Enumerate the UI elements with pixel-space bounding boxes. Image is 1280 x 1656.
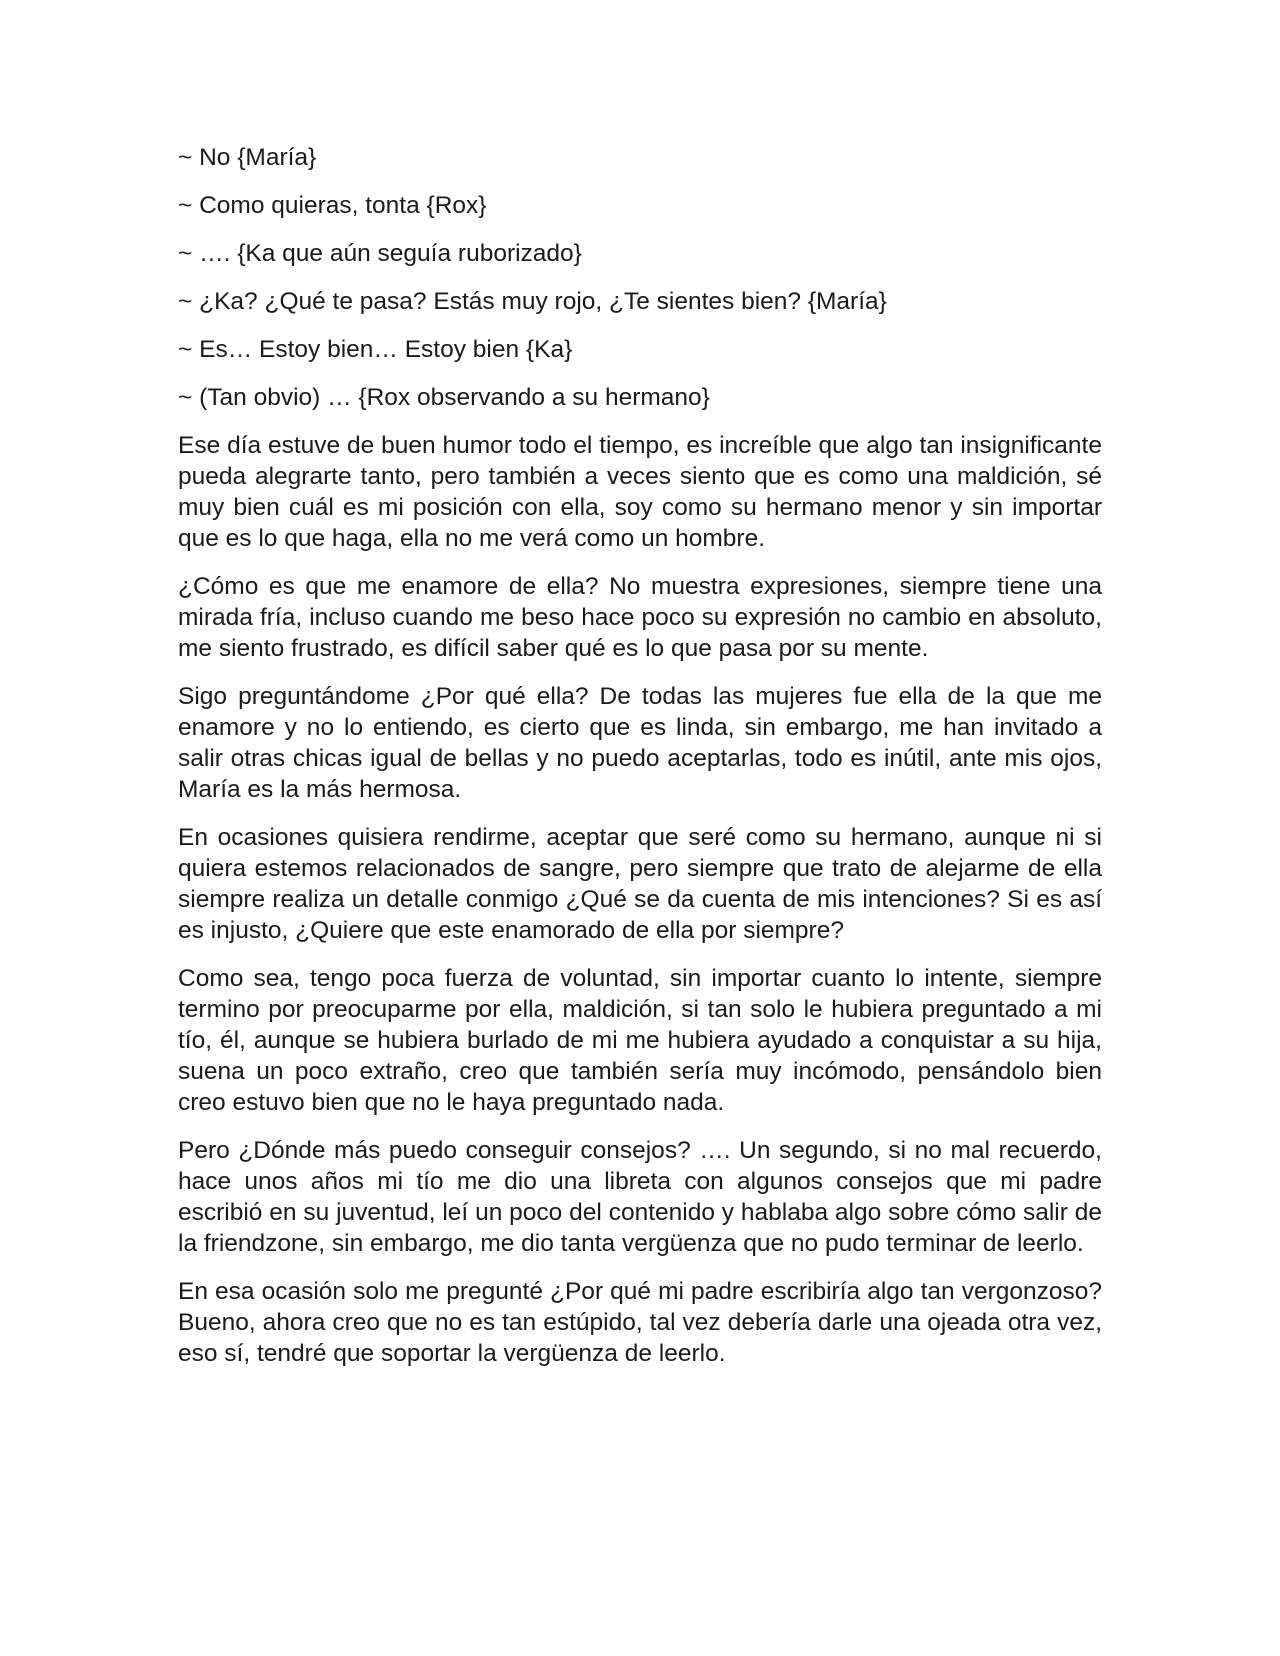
- paragraph: ¿Cómo es que me enamore de ella? No muestra expresiones, siempre tiene una mirada fría, incluso cuando me beso hace poco su expresión no cambio en absoluto, me siento frustrado, es difícil saber qué es lo que pasa por su mente.: [178, 573, 1102, 662]
- paragraph: Sigo preguntándome ¿Por qué ella? De todas las mujeres fue ella de la que me enamore y no lo entiendo, es cierto que es linda, sin embargo, me han invitado a salir otras chicas igual de bellas y no puedo aceptarlas, todo es inútil, ante mis ojos, María es la más hermosa.: [178, 683, 1102, 803]
- paragraph: En esa ocasión solo me pregunté ¿Por qué mi padre escribiría algo tan vergonzoso? Bueno, ahora creo que no es tan estúpido, tal vez debería darle una ojeada otra vez, eso sí, tendré que soportar la vergüenza de leerlo.: [178, 1278, 1102, 1367]
- dialogue-line: ~ …. {Ka que aún seguía ruborizado}: [178, 240, 582, 267]
- paragraph: En ocasiones quisiera rendirme, aceptar que seré como su hermano, aunque ni si quiera estemos relacionados de sangre, pero siempre que trato de alejarme de ella siempre realiza un detalle conmigo ¿Qué se da cuenta de mis intenciones? Si es así es injusto, ¿Quiere que este enamorado de ella por siempre?: [178, 824, 1102, 944]
- dialogue-line: ~ Como quieras, tonta {Rox}: [178, 192, 487, 219]
- dialogue-line: ~ ¿Ka? ¿Qué te pasa? Estás muy rojo, ¿Te sientes bien? {María}: [178, 288, 887, 315]
- paragraph: Como sea, tengo poca fuerza de voluntad, sin importar cuanto lo intente, siempre termino por preocuparme por ella, maldición, si tan solo le hubiera preguntado a mi tío, él, aunque se hubiera burlado de mi me hubiera ayudado a conquistar a su hija, suena un poco extraño, creo que también sería muy incómodo, pensándolo bien creo estuvo bien que no le haya preguntado nada.: [178, 965, 1102, 1116]
- dialogue-line: ~ (Tan obvio) … {Rox observando a su hermano}: [178, 384, 710, 411]
- paragraph: Ese día estuve de buen humor todo el tiempo, es increíble que algo tan insignificante pueda alegrarte tanto, pero también a veces siento que es como una maldición, sé muy bien cuál es mi posición con ella, soy como su hermano menor y sin importar que es lo que haga, ella no me verá como un hombre.: [178, 432, 1102, 552]
- document-page: [178, 142, 1102, 1386]
- dialogue-line: ~ No {María}: [178, 144, 317, 171]
- paragraph: Pero ¿Dónde más puedo conseguir consejos? …. Un segundo, si no mal recuerdo, hace unos años mi tío me dio una libreta con algunos consejos que mi padre escribió en su juventud, leí un poco del contenido y hablaba algo sobre cómo salir de la friendzone, sin embargo, me dio tanta vergüenza que no pudo terminar de leerlo.: [178, 1137, 1102, 1257]
- dialogue-line: ~ Es… Estoy bien… Estoy bien {Ka}: [178, 336, 573, 363]
